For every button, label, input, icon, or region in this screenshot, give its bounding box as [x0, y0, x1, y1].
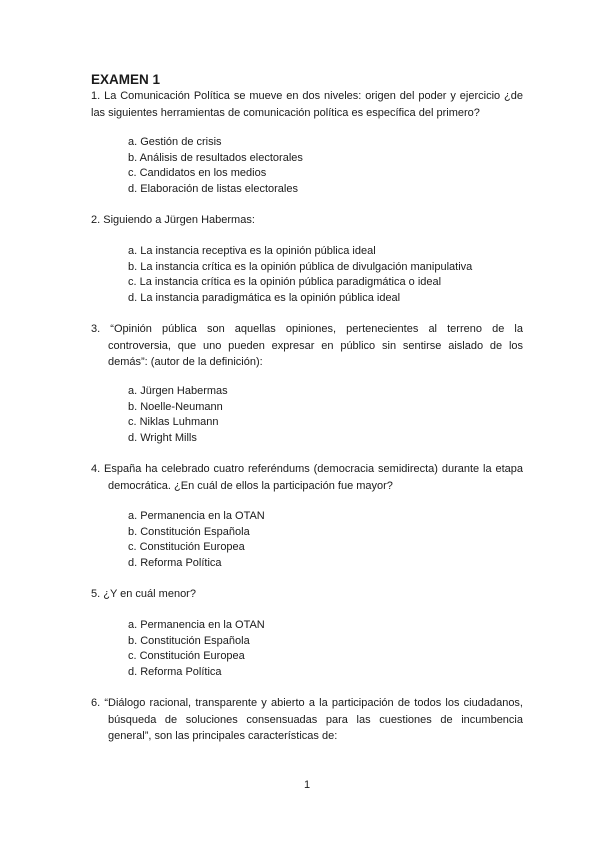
question-4-line-2: democrática. ¿En cuál de ellos la participación fue mayor? — [108, 479, 393, 492]
question-1-line-2: las siguientes herramientas de comunicación política es específica del primero? — [91, 106, 480, 119]
question-4-line-1: 4. España ha celebrado cuatro referéndums (democracia semidirecta) durante la etapa — [91, 463, 523, 475]
question-1-option-d: d. Elaboración de listas electorales — [128, 182, 298, 195]
question-3-line-3: demás”: (autor de la definición): — [108, 356, 263, 368]
question-5-options — [128, 618, 265, 680]
question-5-line-1: 5. ¿Y en cuál menor? — [91, 588, 196, 600]
question-2-option-a: a. La instancia receptiva es la opinión pública ideal — [128, 245, 376, 257]
page-number: 1 — [303, 779, 311, 791]
question-5 — [91, 586, 523, 603]
question-5-option-a: a. Permanencia en la OTAN — [128, 619, 265, 631]
question-4-text — [91, 461, 523, 494]
question-5-option-c: c. Constitución Europea — [128, 650, 245, 662]
question-4 — [91, 461, 523, 494]
exam-title: EXAMEN 1 — [91, 72, 161, 87]
question-1-options — [128, 135, 303, 197]
question-1-text — [91, 88, 523, 121]
question-2-option-b: b. La instancia crítica es la opinión pública de divulgación manipulativa — [128, 260, 473, 273]
question-3-option-a: a. Jürgen Habermas — [128, 385, 228, 397]
question-4-option-c: c. Constitución Europea — [128, 541, 245, 553]
question-4-options — [128, 509, 265, 571]
question-6-line-3: general”, son las principales características de: — [108, 730, 338, 742]
question-1-option-c: c. Candidatos en los medios — [128, 167, 267, 179]
question-2-option-c: c. La instancia crítica es la opinión pública paradigmática o ideal — [128, 276, 442, 288]
question-5-option-b: b. Constitución Española — [128, 634, 250, 647]
question-1-line-1: 1. La Comunicación Política se mueve en dos niveles: origen del poder y ejercicio ¿de — [91, 90, 523, 102]
question-4-option-b: b. Constitución Española — [128, 525, 250, 538]
question-3-text — [91, 321, 523, 371]
question-3-line-2: controversia, que uno pueden expresar en público sin sentirse aislado de los — [108, 339, 523, 352]
question-3-line-1: 3. “Opinión pública son aquellas opiniones, pertenecientes al terreno de la — [91, 323, 523, 335]
question-1-option-a: a. Gestión de crisis — [128, 136, 222, 148]
question-3-options — [128, 384, 228, 446]
question-5-text — [91, 586, 523, 603]
question-2-option-d: d. La instancia paradigmática es la opinión pública ideal — [128, 291, 401, 304]
question-3-option-b: b. Noelle-Neumann — [128, 400, 223, 413]
question-6 — [91, 695, 523, 745]
question-3-option-d: d. Wright Mills — [128, 431, 197, 444]
question-3-option-c: c. Niklas Luhmann — [128, 416, 219, 428]
question-2-text — [91, 212, 523, 229]
question-1-option-b: b. Análisis de resultados electorales — [128, 151, 303, 164]
question-3 — [91, 321, 523, 371]
question-5-option-d: d. Reforma Política — [128, 665, 222, 678]
question-2-line-1: 2. Siguiendo a Jürgen Habermas: — [91, 214, 255, 226]
question-6-line-1: 6. “Diálogo racional, transparente y abierto a la participación de todos los ciudadanos, — [91, 697, 523, 709]
question-6-text — [91, 695, 523, 745]
question-1 — [91, 88, 523, 121]
question-4-option-a: a. Permanencia en la OTAN — [128, 510, 265, 522]
question-6-line-2: búsqueda de soluciones consensuadas para las cuestiones de incumbencia — [108, 713, 523, 726]
question-2-options — [128, 244, 472, 306]
question-2 — [91, 212, 523, 229]
question-4-option-d: d. Reforma Política — [128, 556, 222, 569]
